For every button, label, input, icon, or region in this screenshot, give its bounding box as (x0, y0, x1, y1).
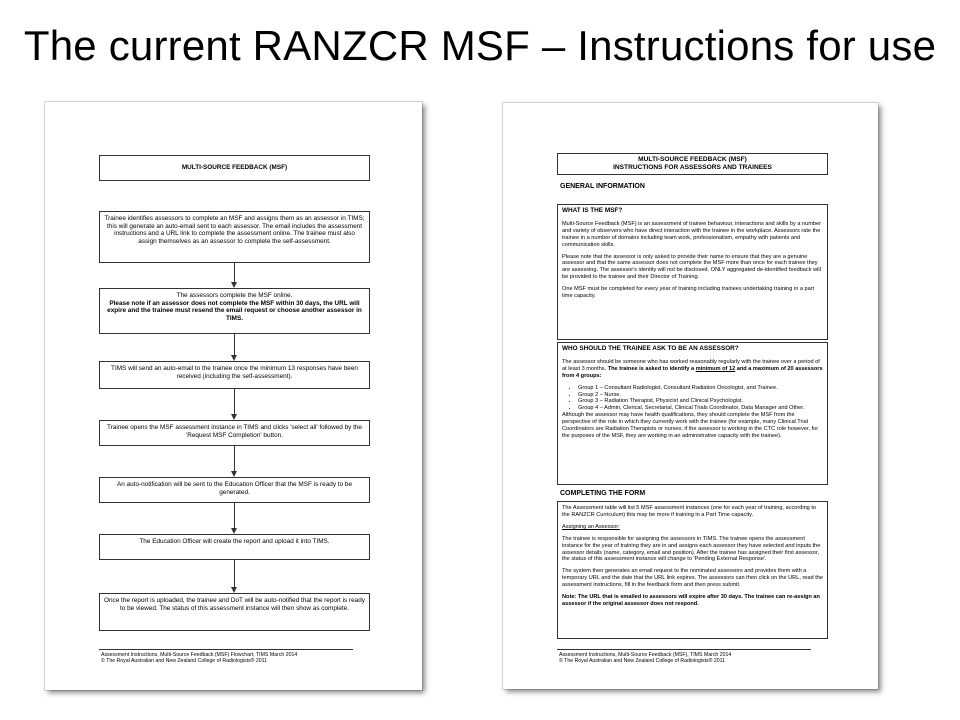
flowchart-page (45, 102, 422, 690)
flow-step-6: The Education Officer will create the report and upload it into TIMS. (99, 534, 370, 560)
flow-step-2-warning: Please note if an assessor does not complete the MSF within 30 days, the URL will expire and the trainee must resend the email request or choose another assessor in TIMS. (107, 299, 362, 322)
who-should-assess-box: WHO SHOULD THE TRAINEE ASK TO BE AN ASSESSOR? The assessor should be someone who has worked reasonably regularly with the trainee over a period of at least 3 months. The trainee is asked to identify a minimum of 12 and a maximum of 20 assessors from 4 groups: • Group 1 – Consultant Radiologist, Consultant Radiation Oncologist, and Trainee. • Group 2 – Nurse. • Group 3 – Radiation Therapist, Physicist and Clinical Psychologist. • Group 4 – Admin, Clerical, Secretarial, Clinical Trials Coordinator, Data Manager and Other. Although the assessor may have health qualifications, they should complete the MSF from the perspective of the role in which they currently work with the trainee (for example, many Clinical Trial Coordinators are Radiation Therapists or nurses; if the assessor is working in the CTC role however, for the purposes of the MSF, they are working in an administrative capacity with the trainee). (557, 342, 828, 485)
flow-step-1: Trainee identifies assessors to complete an MSF and assigns them as an assessor in TIMS; this will generate an auto-email sent to each assessor. The email includes the assessment instructions and a URL link to complete the assessment online. The trainee must also assign themselves as an assessor to complete the self-assessment. (99, 211, 370, 263)
instructions-header: MULTI-SOURCE FEEDBACK (MSF) INSTRUCTIONS FOR ASSESSORS AND TRAINEES (557, 153, 828, 175)
flow-step-3: TIMS will send an auto-email to the trainee once the minimum 13 responses have been received (including the self-assessment). (99, 361, 370, 389)
list-item: • Group 2 – Nurse. (578, 392, 823, 399)
what-is-msf-box: WHAT IS THE MSF? Multi-Source Feedback (MSF) is an assessment of trainee behaviour, interactions and skills by a number and variety of observers who have direct interaction with the trainee in the workplace. Assessors rate the trainee in a number of domains including team work, professionalism, empathy with patients and communication skills. Please note that the assessor is only asked to provide their name to ensure that they are a genuine assessor and that the same assessor does not complete the MSF more than once for each trainee they are assessing. The assessor's identity will not be disclosed. ONLY aggregated de-identified feedback will be provided to the trainee and their Director of Training. One MSF must be completed for every year of training including trainees undertaking training in a part time capacity. (557, 204, 828, 340)
list-item: • Group 3 – Radiation Therapist, Physicist and Clinical Psychologist. (578, 398, 823, 405)
flow-step-7: Once the report is uploaded, the trainee and DoT will be auto-notified that the report is ready to be viewed. The status of this assessment instance will then show as complete. (99, 593, 370, 631)
flow-step-2 (99, 288, 370, 334)
assessor-groups-list (578, 385, 823, 413)
flowchart-footer: Assessment Instructions, Multi-Source Feedback (MSF) Flowchart, TIMS March 2014 © The Royal Australian and New Zealand College of Radiologists® 2011 (101, 652, 298, 665)
list-item: • Group 1 – Consultant Radiologist, Consultant Radiation Oncologist, and Trainee. (578, 385, 823, 392)
instructions-page (503, 103, 878, 689)
list-item: • Group 4 – Admin, Clerical, Secretarial, Clinical Trials Coordinator, Data Manager and Other. (578, 405, 823, 412)
instructions-footer: Assessment Instructions, Multi-Source Feedback (MSF), TIMS March 2014 © The Royal Australian and New Zealand College of Radiologists® 2011 (559, 652, 732, 665)
flow-step-5: An auto-notification will be sent to the Education Officer that the MSF is ready to be generated. (99, 477, 370, 503)
slide-title: The current RANZCR MSF – Instructions for use (23, 22, 937, 69)
flow-step-4: Trainee opens the MSF assessment instance in TIMS and clicks 'select all' followed by the 'Request MSF Completion' button. (99, 420, 370, 446)
flow-step-2-text: The assessors complete the MSF online. (176, 292, 293, 299)
general-information-heading: GENERAL INFORMATION (560, 183, 645, 190)
completing-form-box: The Assessment table will list 5 MSF assessment instances (one for each year of training, according to the RANZCR Curriculum) this may be more if training in a Part Time capacity. Assigning an Assessor: The trainee is responsible for assigning the assessors in TIMS. The trainee opens the assessment instance for the year of training they are in and assigns each assessor they have selected and inputs the assessor details (name, category, email and position). After the trainee has assigned their first assessor, the status of this assessment instance will change to 'Pending External Response'. The system then generates an email request to the nominated assessors and provides them with a temporary URL and the date that the URL link expires. The assessors can then click on the URL, read the assessment instructions, fill in the feedback form and then press submit. Note: The URL that is emailed to assessors will expire after 30 days. The trainee can re-assign an assessor if the original assessor does not respond. (557, 501, 828, 639)
flowchart-header: MULTI-SOURCE FEEDBACK (MSF) (99, 155, 370, 181)
completing-form-heading: COMPLETING THE FORM (560, 490, 646, 497)
